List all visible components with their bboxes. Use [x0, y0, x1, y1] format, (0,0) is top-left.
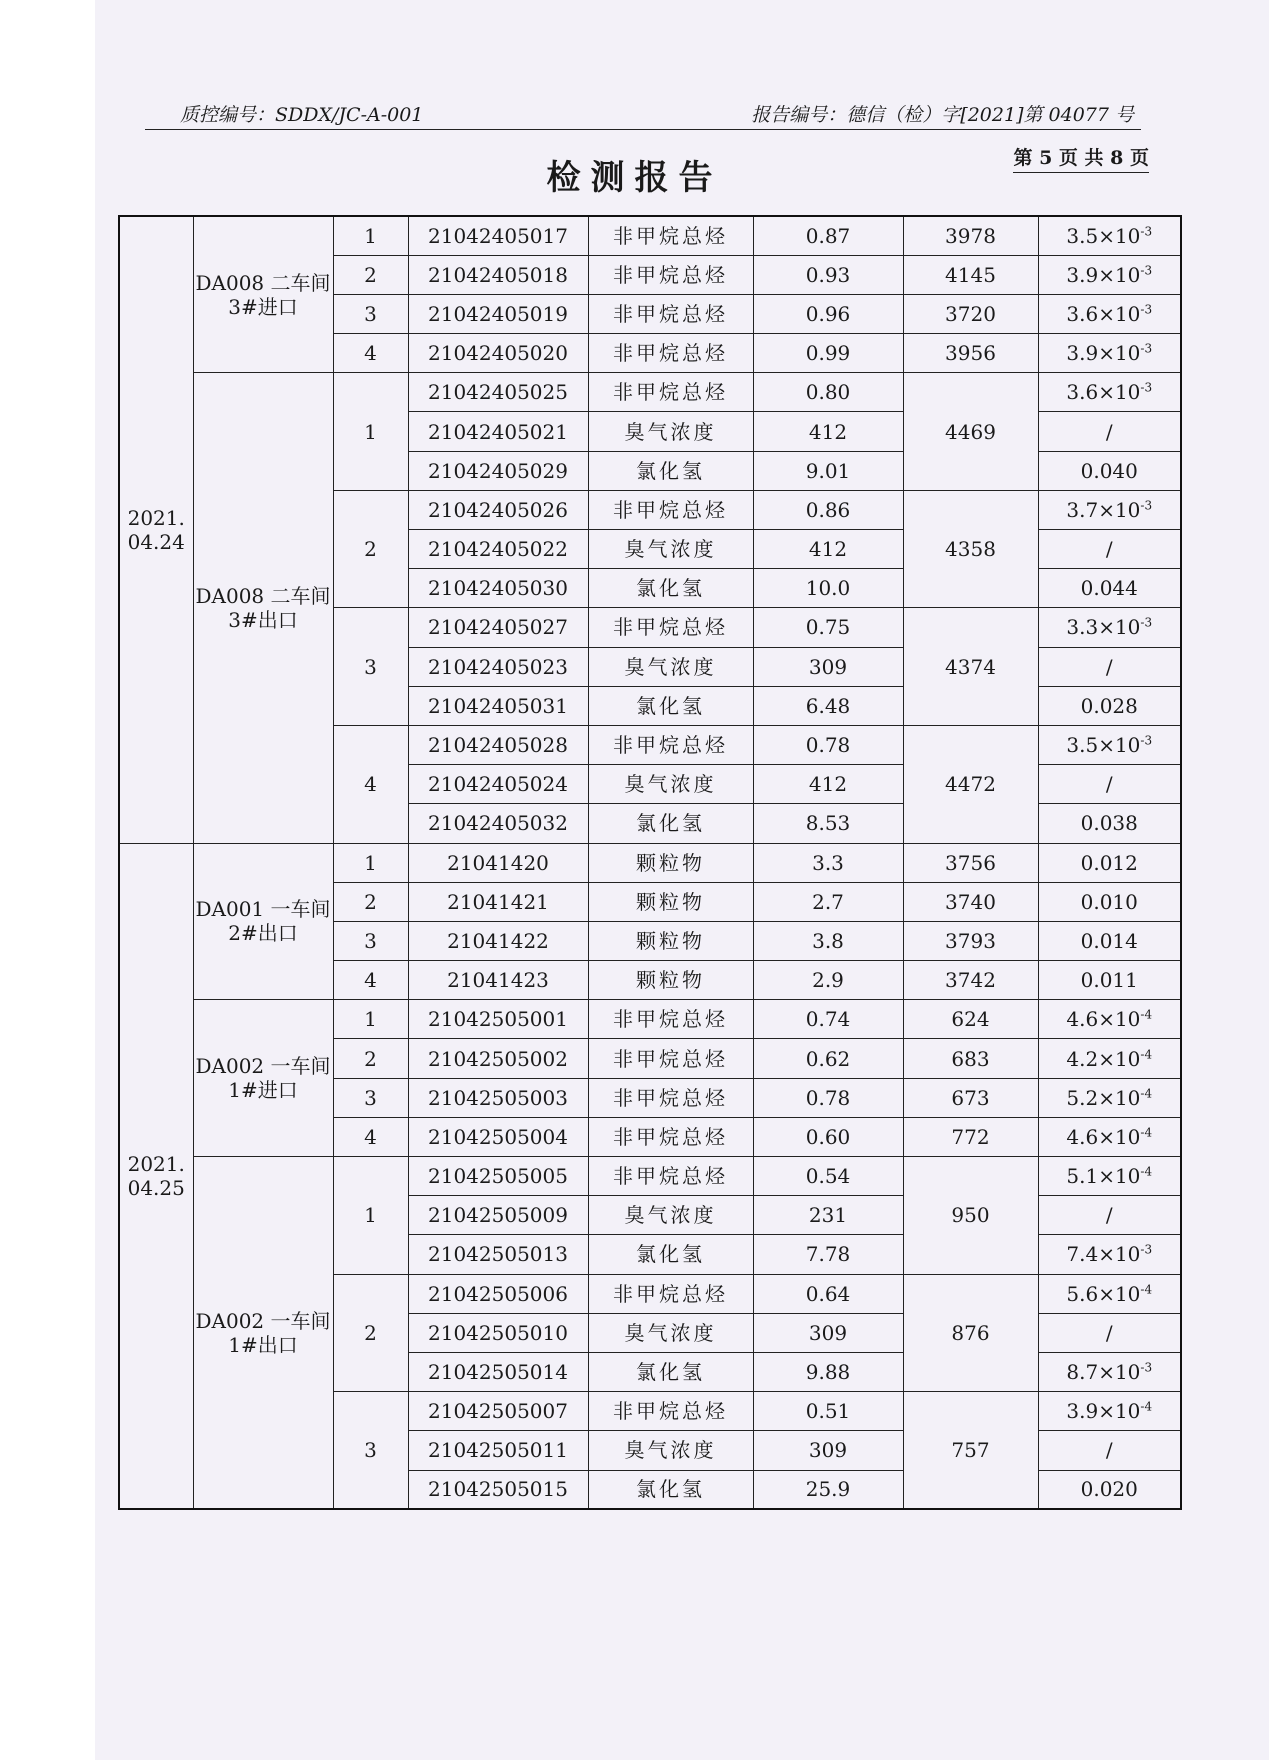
- table-row: [119, 1000, 1181, 1039]
- sample-id: 21042405021: [408, 412, 588, 451]
- emission-rate: [1038, 921, 1181, 960]
- sequence-number: 1: [333, 843, 408, 882]
- sample-id: 21042405030: [408, 569, 588, 608]
- test-item: 非甲烷总烃: [588, 725, 753, 764]
- concentration-value: 10.0: [753, 569, 903, 608]
- report-number: 报告编号：德信（检）字[2021]第 04077 号: [751, 104, 1134, 126]
- sequence-number: 3: [333, 294, 408, 333]
- sequence-number: 2: [333, 490, 408, 608]
- emission-rate-base: 0.014: [1080, 928, 1138, 953]
- concentration-value: 412: [753, 530, 903, 569]
- sample-id: 21041423: [408, 961, 588, 1000]
- sequence-number: 1: [333, 1157, 408, 1275]
- concentration-value: 0.64: [753, 1274, 903, 1313]
- sequence-number: 2: [333, 1274, 408, 1392]
- emission-rate-base: /: [1105, 1203, 1113, 1228]
- flow-rate: 3756: [903, 843, 1038, 882]
- emission-rate-exponent: -3: [1140, 224, 1153, 239]
- emission-rate: [1038, 725, 1181, 764]
- emission-rate: [1038, 216, 1181, 255]
- test-item: 非甲烷总烃: [588, 1392, 753, 1431]
- concentration-value: 0.60: [753, 1117, 903, 1156]
- emission-rate: [1038, 1117, 1181, 1156]
- sample-id: 21042405025: [408, 373, 588, 412]
- emission-rate-base: 5.1×10: [1066, 1164, 1141, 1189]
- sample-id: 21042505001: [408, 1000, 588, 1039]
- test-item: 非甲烷总烃: [588, 373, 753, 412]
- concentration-value: 0.87: [753, 216, 903, 255]
- emission-rate-base: /: [1105, 772, 1113, 797]
- sampling-date-text: 2021. 04.25: [127, 1151, 185, 1200]
- sample-id: 21041420: [408, 843, 588, 882]
- table-row: [119, 1157, 1181, 1196]
- sequence-number: 4: [333, 1117, 408, 1156]
- test-item: 颗粒物: [588, 921, 753, 960]
- test-item: 非甲烷总烃: [588, 1157, 753, 1196]
- emission-rate-exponent: -3: [1140, 733, 1153, 748]
- flow-rate: 3956: [903, 334, 1038, 373]
- sequence-number: 4: [333, 334, 408, 373]
- sample-id: 21042405018: [408, 255, 588, 294]
- emission-rate-base: /: [1105, 1438, 1113, 1463]
- test-item: 氯化氢: [588, 569, 753, 608]
- sample-id: 21042405019: [408, 294, 588, 333]
- sample-id: 21042505002: [408, 1039, 588, 1078]
- flow-rate: 683: [903, 1039, 1038, 1078]
- concentration-value: 309: [753, 1431, 903, 1470]
- emission-rate-exponent: -3: [1140, 263, 1153, 278]
- flow-rate: 3740: [903, 882, 1038, 921]
- emission-rate-exponent: -3: [1140, 302, 1153, 317]
- flow-rate: 673: [903, 1078, 1038, 1117]
- sequence-number: 2: [333, 1039, 408, 1078]
- table-row: [119, 216, 1181, 255]
- test-item: 臭气浓度: [588, 412, 753, 451]
- sample-id: 21042405017: [408, 216, 588, 255]
- table-row: [119, 373, 1181, 412]
- sample-id: 21042405032: [408, 804, 588, 843]
- concentration-value: 0.99: [753, 334, 903, 373]
- test-item: 氯化氢: [588, 1352, 753, 1391]
- emission-rate: [1038, 882, 1181, 921]
- emission-rate: [1038, 1000, 1181, 1039]
- emission-rate-base: /: [1105, 1320, 1113, 1345]
- emission-rate: [1038, 765, 1181, 804]
- emission-rate-base: 3.5×10: [1066, 223, 1141, 248]
- concentration-value: 231: [753, 1196, 903, 1235]
- sequence-number: 3: [333, 1078, 408, 1117]
- sample-id: 21042405024: [408, 765, 588, 804]
- emission-rate: [1038, 1039, 1181, 1078]
- sample-id: 21042505004: [408, 1117, 588, 1156]
- sample-id: 21042505003: [408, 1078, 588, 1117]
- emission-rate-base: 3.9×10: [1066, 1399, 1141, 1424]
- sample-id: 21042405022: [408, 530, 588, 569]
- test-item: 非甲烷总烃: [588, 1274, 753, 1313]
- sample-id: 21042505011: [408, 1431, 588, 1470]
- emission-rate: [1038, 1196, 1181, 1235]
- page-title: 检测报告: [546, 158, 723, 198]
- emission-rate: [1038, 1392, 1181, 1431]
- concentration-value: 9.01: [753, 451, 903, 490]
- sample-id: 21041421: [408, 882, 588, 921]
- sequence-number: 4: [333, 961, 408, 1000]
- emission-rate: [1038, 1470, 1181, 1509]
- sample-id: 21042405027: [408, 608, 588, 647]
- sampling-date: [119, 843, 193, 1509]
- emission-rate: [1038, 451, 1181, 490]
- sample-id: 21042405020: [408, 334, 588, 373]
- emission-rate-exponent: -3: [1140, 498, 1153, 513]
- emission-rate-base: 3.3×10: [1066, 615, 1141, 640]
- flow-rate: 4469: [903, 373, 1038, 491]
- sequence-number: 3: [333, 608, 408, 726]
- emission-rate: [1038, 1352, 1181, 1391]
- sample-id: 21042505010: [408, 1313, 588, 1352]
- emission-rate-base: 4.6×10: [1066, 1007, 1141, 1032]
- emission-rate: [1038, 1431, 1181, 1470]
- sample-id: 21042405028: [408, 725, 588, 764]
- emission-rate-base: 3.9×10: [1066, 262, 1141, 287]
- concentration-value: 3.8: [753, 921, 903, 960]
- emission-rate: [1038, 1078, 1181, 1117]
- emission-rate-base: /: [1105, 537, 1113, 562]
- emission-rate: [1038, 961, 1181, 1000]
- concentration-value: 412: [753, 412, 903, 451]
- test-item: 非甲烷总烃: [588, 334, 753, 373]
- sample-id: 21042505007: [408, 1392, 588, 1431]
- test-item: 氯化氢: [588, 1235, 753, 1274]
- concentration-value: 6.48: [753, 686, 903, 725]
- sampling-date: [119, 216, 193, 843]
- test-item: 非甲烷总烃: [588, 608, 753, 647]
- test-item: 非甲烷总烃: [588, 294, 753, 333]
- sample-id: 21041422: [408, 921, 588, 960]
- emission-rate: [1038, 647, 1181, 686]
- sequence-number: 4: [333, 725, 408, 843]
- sequence-number: 1: [333, 216, 408, 255]
- emission-rate-base: 0.011: [1080, 968, 1138, 993]
- sample-id: 21042405031: [408, 686, 588, 725]
- test-item: 氯化氢: [588, 804, 753, 843]
- concentration-value: 0.74: [753, 1000, 903, 1039]
- emission-rate-exponent: -4: [1140, 1086, 1153, 1101]
- concentration-value: 0.78: [753, 1078, 903, 1117]
- concentration-value: 0.86: [753, 490, 903, 529]
- test-item: 臭气浓度: [588, 647, 753, 686]
- sequence-number: 1: [333, 1000, 408, 1039]
- flow-rate: 3742: [903, 961, 1038, 1000]
- flow-rate: 4145: [903, 255, 1038, 294]
- concentration-value: 0.80: [753, 373, 903, 412]
- emission-rate-exponent: -3: [1140, 1242, 1153, 1257]
- emission-rate-base: 5.6×10: [1066, 1281, 1141, 1306]
- concentration-value: 9.88: [753, 1352, 903, 1391]
- emission-rate-base: 0.010: [1080, 889, 1138, 914]
- sample-id: 21042505009: [408, 1196, 588, 1235]
- test-item: 非甲烷总烃: [588, 1117, 753, 1156]
- sample-id: 21042405023: [408, 647, 588, 686]
- flow-rate: 3720: [903, 294, 1038, 333]
- emission-rate: [1038, 843, 1181, 882]
- results-table-body: [119, 216, 1181, 1509]
- concentration-value: 0.93: [753, 255, 903, 294]
- test-item: 氯化氢: [588, 1470, 753, 1509]
- qc-number: 质控编号：SDDX/JC-A-001: [180, 104, 424, 126]
- concentration-value: 0.78: [753, 725, 903, 764]
- sampling-point: DA001 一车间 2#出口: [193, 843, 333, 1000]
- test-item: 臭气浓度: [588, 1196, 753, 1235]
- page-indicator: 第 5 页 共 8 页: [1013, 143, 1149, 173]
- header-divider: [145, 129, 1141, 130]
- test-item: 非甲烷总烃: [588, 216, 753, 255]
- concentration-value: 0.62: [753, 1039, 903, 1078]
- emission-rate-base: 0.040: [1080, 458, 1138, 483]
- concentration-value: 2.9: [753, 961, 903, 1000]
- test-item: 臭气浓度: [588, 530, 753, 569]
- emission-rate: [1038, 686, 1181, 725]
- test-item: 臭气浓度: [588, 1313, 753, 1352]
- test-item: 氯化氢: [588, 686, 753, 725]
- sequence-number: 1: [333, 373, 408, 491]
- concentration-value: 0.54: [753, 1157, 903, 1196]
- emission-rate-base: /: [1105, 419, 1113, 444]
- sequence-number: 2: [333, 882, 408, 921]
- flow-rate: 624: [903, 1000, 1038, 1039]
- concentration-value: 7.78: [753, 1235, 903, 1274]
- emission-rate-base: 3.6×10: [1066, 301, 1141, 326]
- flow-rate: 4358: [903, 490, 1038, 608]
- concentration-value: 309: [753, 1313, 903, 1352]
- emission-rate-exponent: -4: [1140, 1164, 1153, 1179]
- sequence-number: 3: [333, 1392, 408, 1510]
- emission-rate-exponent: -3: [1140, 615, 1153, 630]
- concentration-value: 0.96: [753, 294, 903, 333]
- concentration-value: 2.7: [753, 882, 903, 921]
- test-item: 非甲烷总烃: [588, 1039, 753, 1078]
- sequence-number: 3: [333, 921, 408, 960]
- emission-rate: [1038, 255, 1181, 294]
- emission-rate-base: 4.2×10: [1066, 1046, 1141, 1071]
- test-item: 氯化氢: [588, 451, 753, 490]
- emission-rate-exponent: -3: [1140, 380, 1153, 395]
- test-item: 非甲烷总烃: [588, 1000, 753, 1039]
- test-item: 颗粒物: [588, 843, 753, 882]
- concentration-value: 25.9: [753, 1470, 903, 1509]
- emission-rate: [1038, 804, 1181, 843]
- emission-rate-base: 0.012: [1080, 850, 1138, 875]
- test-item: 非甲烷总烃: [588, 255, 753, 294]
- emission-rate-exponent: -3: [1140, 341, 1153, 356]
- emission-rate-base: 0.038: [1080, 811, 1138, 836]
- emission-rate: [1038, 490, 1181, 529]
- test-item: 颗粒物: [588, 961, 753, 1000]
- flow-rate: 876: [903, 1274, 1038, 1392]
- emission-rate: [1038, 412, 1181, 451]
- sampling-date-text: 2021. 04.24: [127, 505, 185, 554]
- concentration-value: 412: [753, 765, 903, 804]
- emission-rate: [1038, 569, 1181, 608]
- emission-rate-base: 3.7×10: [1066, 497, 1141, 522]
- emission-rate: [1038, 608, 1181, 647]
- emission-rate-base: 0.044: [1080, 576, 1138, 601]
- sampling-point: DA002 一车间 1#出口: [193, 1157, 333, 1510]
- sample-id: 21042505013: [408, 1235, 588, 1274]
- flow-rate: 772: [903, 1117, 1038, 1156]
- emission-rate: [1038, 294, 1181, 333]
- sample-id: 21042505006: [408, 1274, 588, 1313]
- concentration-value: 0.51: [753, 1392, 903, 1431]
- emission-rate: [1038, 1313, 1181, 1352]
- emission-rate-exponent: -4: [1140, 1399, 1153, 1414]
- emission-rate-base: 0.028: [1080, 693, 1138, 718]
- emission-rate-base: /: [1105, 654, 1113, 679]
- emission-rate-exponent: -4: [1140, 1125, 1153, 1140]
- emission-rate: [1038, 530, 1181, 569]
- emission-rate-base: 5.2×10: [1066, 1085, 1141, 1110]
- sequence-number: 2: [333, 255, 408, 294]
- test-item: 颗粒物: [588, 882, 753, 921]
- emission-rate-exponent: -4: [1140, 1007, 1153, 1022]
- emission-rate-base: 4.6×10: [1066, 1124, 1141, 1149]
- table-row: [119, 843, 1181, 882]
- emission-rate-exponent: -4: [1140, 1282, 1153, 1296]
- emission-rate-base: 8.7×10: [1066, 1360, 1141, 1385]
- sampling-point: DA008 二车间 3#进口: [193, 216, 333, 373]
- concentration-value: 309: [753, 647, 903, 686]
- concentration-value: 3.3: [753, 843, 903, 882]
- sample-id: 21042405029: [408, 451, 588, 490]
- emission-rate-base: 7.4×10: [1066, 1242, 1141, 1267]
- sampling-point: DA002 一车间 1#进口: [193, 1000, 333, 1157]
- sample-id: 21042505015: [408, 1470, 588, 1509]
- emission-rate-exponent: -3: [1140, 1360, 1153, 1375]
- emission-rate-base: 0.020: [1080, 1477, 1138, 1502]
- emission-rate-base: 3.9×10: [1066, 341, 1141, 366]
- flow-rate: 3793: [903, 921, 1038, 960]
- emission-rate: [1038, 334, 1181, 373]
- emission-rate: [1038, 1157, 1181, 1196]
- sample-id: 21042405026: [408, 490, 588, 529]
- sample-id: 21042505005: [408, 1157, 588, 1196]
- flow-rate: 757: [903, 1392, 1038, 1510]
- emission-rate: [1038, 1274, 1181, 1313]
- concentration-value: 8.53: [753, 804, 903, 843]
- emission-rate: [1038, 1235, 1181, 1274]
- test-item: 非甲烷总烃: [588, 1078, 753, 1117]
- test-item: 非甲烷总烃: [588, 490, 753, 529]
- emission-rate-base: 3.6×10: [1066, 380, 1141, 405]
- flow-rate: 3978: [903, 216, 1038, 255]
- results-table: [118, 215, 1182, 1510]
- concentration-value: 0.75: [753, 608, 903, 647]
- sample-id: 21042505014: [408, 1352, 588, 1391]
- flow-rate: 4374: [903, 608, 1038, 726]
- emission-rate: [1038, 373, 1181, 412]
- test-item: 臭气浓度: [588, 765, 753, 804]
- test-item: 臭气浓度: [588, 1431, 753, 1470]
- flow-rate: 950: [903, 1157, 1038, 1275]
- emission-rate-exponent: -4: [1140, 1046, 1153, 1061]
- sampling-point: DA008 二车间 3#出口: [193, 373, 333, 843]
- emission-rate-base: 3.5×10: [1066, 733, 1141, 758]
- flow-rate: 4472: [903, 725, 1038, 843]
